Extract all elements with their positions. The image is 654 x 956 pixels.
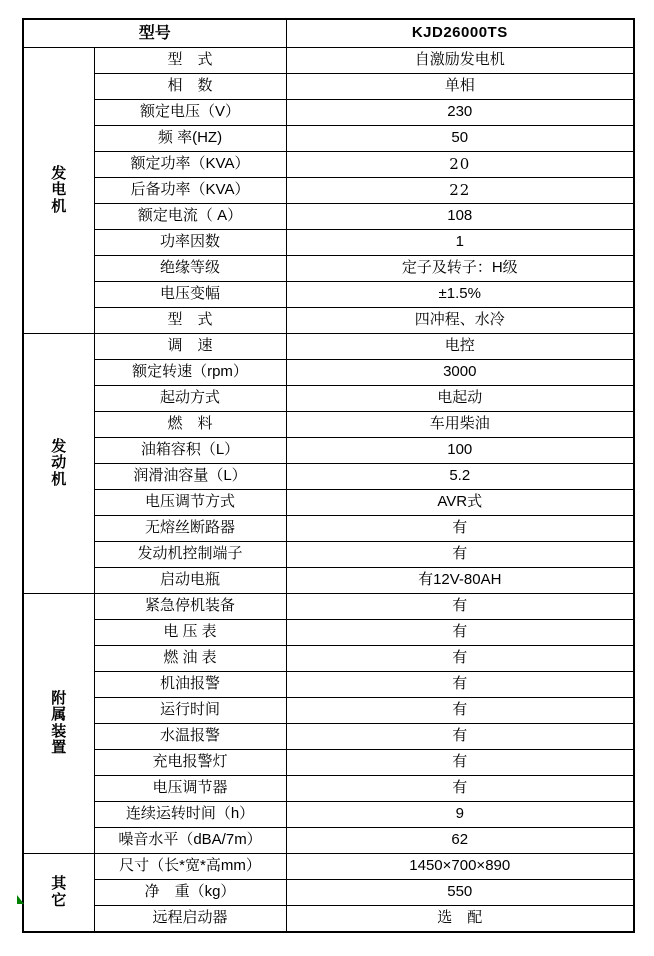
spec-value: 电起动: [286, 386, 634, 412]
spec-value: 1450×700×890: [286, 854, 634, 880]
spec-value: 电控: [286, 334, 634, 360]
spec-name: 噪音水平（dBA/7m）: [94, 828, 286, 854]
spec-name: 额定转速（rpm）: [94, 360, 286, 386]
table-row: [23, 126, 634, 152]
group-label: [23, 594, 94, 854]
spec-value: 有: [286, 516, 634, 542]
spec-name: 远程启动器: [94, 906, 286, 933]
group-label-char: 它: [51, 891, 67, 909]
table-row: [23, 464, 634, 490]
group-label-char: 装: [51, 722, 67, 740]
spec-table: [22, 18, 635, 933]
table-row: [23, 438, 634, 464]
table-row: [23, 178, 634, 204]
table-row: [23, 74, 634, 100]
spec-name: 燃 油 表: [94, 646, 286, 672]
spec-value: 四冲程、水冷: [286, 308, 634, 334]
spec-value: 50: [286, 126, 634, 152]
group-label-char: 发: [51, 437, 67, 455]
table-row: [23, 672, 634, 698]
table-row: [23, 750, 634, 776]
spec-name: 发动机控制端子: [94, 542, 286, 568]
spec-value: 22: [286, 178, 634, 204]
table-row: [23, 880, 634, 906]
table-row: [23, 906, 634, 933]
table-row: [23, 620, 634, 646]
table-row: [23, 594, 634, 620]
spec-value: 550: [286, 880, 634, 906]
table-row: [23, 412, 634, 438]
spec-value: 有12V-80AH: [286, 568, 634, 594]
spec-value: 9: [286, 802, 634, 828]
spec-name: 电压调节方式: [94, 490, 286, 516]
spec-name: 后备功率（KVA）: [94, 178, 286, 204]
spec-name: 功率因数: [94, 230, 286, 256]
spec-value: AVR式: [286, 490, 634, 516]
header-row: [23, 19, 634, 48]
spec-value: 108: [286, 204, 634, 230]
spec-name: 相 数: [94, 74, 286, 100]
table-row: [23, 256, 634, 282]
model-label: 型号: [23, 19, 286, 48]
spec-value: 车用柴油: [286, 412, 634, 438]
spec-value: 有: [286, 620, 634, 646]
spec-name: 电压变幅: [94, 282, 286, 308]
spec-value: 有: [286, 698, 634, 724]
spec-name: 连续运转时间（h）: [94, 802, 286, 828]
spec-name: 型 式: [94, 308, 286, 334]
table-row: [23, 204, 634, 230]
table-row: [23, 802, 634, 828]
table-row: [23, 282, 634, 308]
group-label-char: 动: [51, 454, 67, 472]
spec-value: 有: [286, 750, 634, 776]
group-label: [23, 48, 94, 334]
group-label-char: 发: [51, 164, 67, 182]
spec-value: 230: [286, 100, 634, 126]
spec-value: 100: [286, 438, 634, 464]
spec-name: 无熔丝断路器: [94, 516, 286, 542]
spec-value: 1: [286, 230, 634, 256]
spec-name: 起动方式: [94, 386, 286, 412]
table-row: [23, 854, 634, 880]
spec-value: 定子及转子：H级: [286, 256, 634, 282]
spec-name: 型 式: [94, 48, 286, 74]
spec-value: 3000: [286, 360, 634, 386]
spec-name: 紧急停机装备: [94, 594, 286, 620]
group-label-char: 置: [51, 739, 67, 756]
group-label-char: 机: [51, 470, 67, 488]
spec-value: 20: [286, 152, 634, 178]
spec-name: 净 重（kg）: [94, 880, 286, 906]
spec-name: 额定电流（ A）: [94, 204, 286, 230]
spec-value: 5.2: [286, 464, 634, 490]
group-label-char: 其: [51, 875, 67, 892]
spec-name: 运行时间: [94, 698, 286, 724]
group-label: [23, 334, 94, 594]
table-row: [23, 698, 634, 724]
table-row: [23, 646, 634, 672]
table-row: [23, 568, 634, 594]
table-row: [23, 516, 634, 542]
group-label-char: 属: [51, 706, 67, 723]
spec-value: 有: [286, 724, 634, 750]
spec-name: 燃 料: [94, 412, 286, 438]
model-value: KJD26000TS: [286, 19, 634, 48]
table-row: [23, 152, 634, 178]
spec-value: 有: [286, 672, 634, 698]
group-label: [23, 854, 94, 933]
spec-value: 自激励发电机: [286, 48, 634, 74]
spec-name: 额定功率（KVA）: [94, 152, 286, 178]
spec-name: 尺寸（长*宽*高mm）: [94, 854, 286, 880]
table-row: [23, 48, 634, 74]
table-row: [23, 724, 634, 750]
table-row: [23, 490, 634, 516]
spec-name: 机油报警: [94, 672, 286, 698]
spec-value: 选 配: [286, 906, 634, 933]
spec-name: 频 率(HZ): [94, 126, 286, 152]
group-label-char: 电: [51, 181, 67, 199]
spec-value: 有: [286, 542, 634, 568]
table-row: [23, 360, 634, 386]
spec-name: 启动电瓶: [94, 568, 286, 594]
table-row: [23, 776, 634, 802]
spec-value: 有: [286, 646, 634, 672]
spec-name: 油箱容积（L）: [94, 438, 286, 464]
spec-name: 额定电压（V）: [94, 100, 286, 126]
spec-value: 62: [286, 828, 634, 854]
group-label-char: 附: [51, 689, 67, 707]
table-row: [23, 828, 634, 854]
spec-name: 充电报警灯: [94, 750, 286, 776]
group-label-char: 机: [51, 197, 67, 215]
spec-name: 水温报警: [94, 724, 286, 750]
table-row: [23, 230, 634, 256]
spec-value: ±1.5%: [286, 282, 634, 308]
table-row: [23, 334, 634, 360]
spec-name: 绝缘等级: [94, 256, 286, 282]
table-row: [23, 100, 634, 126]
table-row: [23, 308, 634, 334]
spec-name: 润滑油容量（L）: [94, 464, 286, 490]
table-row: [23, 542, 634, 568]
spec-name: 电压调节器: [94, 776, 286, 802]
table-row: [23, 386, 634, 412]
spec-name: 电 压 表: [94, 620, 286, 646]
spec-value: 有: [286, 776, 634, 802]
spec-value: 单相: [286, 74, 634, 100]
spec-value: 有: [286, 594, 634, 620]
spec-name: 调 速: [94, 334, 286, 360]
